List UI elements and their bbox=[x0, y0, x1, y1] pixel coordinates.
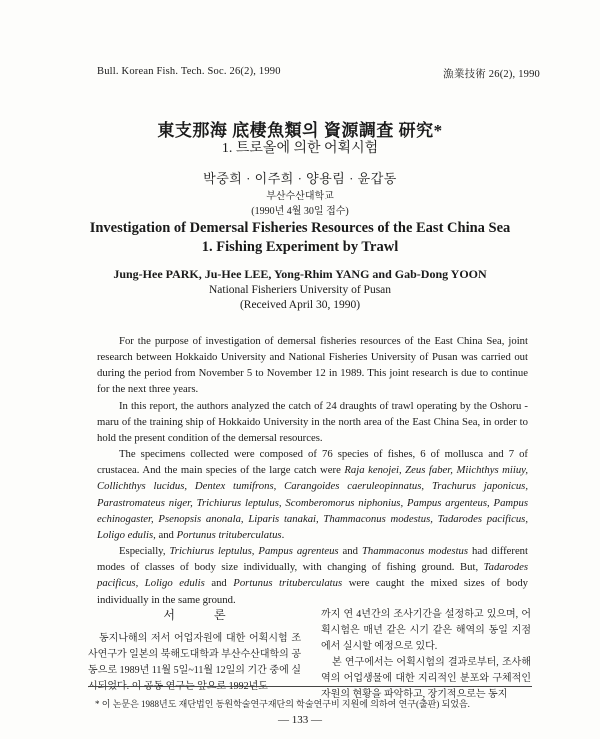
abstract-text: and bbox=[204, 577, 234, 590]
species-list: Raja kenojei, Zeus faber, Miichthys miiuy, Collichthys lucidus, Dentex tumifrons, Carangoides caeruleopinnatus, Trachurus japonicus, Parastromateus niger, Trichiurus leptulus, Scomberomorus niphonius, Pampus argenteus, Pampus echinogaster, Psenopsis anonala, Liparis tanakai, Thammaconus modestus, Tadarodes pacificus, Loligo edulis, bbox=[97, 464, 528, 541]
abstract-text: and bbox=[338, 545, 362, 558]
journal-citation: Bull. Korean Fish. Tech. Soc. 26(2), 1990 bbox=[97, 66, 281, 77]
page-number: — 133 — bbox=[278, 714, 322, 726]
species-name: Portunus trituberculatus bbox=[233, 577, 343, 590]
abstract-paragraph bbox=[97, 543, 528, 608]
intro-right-column bbox=[321, 607, 531, 703]
abstract-text: and bbox=[155, 528, 177, 541]
intro-paragraph: 까지 연 4년간의 조사기간을 설정하고 있으며, 어획시험은 매년 같은 시기 같은 해역의 동일 지점에서 실시할 예정으로 있다. bbox=[321, 609, 531, 652]
english-received-date: (Received April 30, 1990) bbox=[239, 299, 361, 311]
abstract-text: Especially, bbox=[119, 545, 170, 558]
english-title bbox=[0, 219, 600, 257]
korean-received-date: (1990년 4월 30일 접수) bbox=[251, 206, 349, 217]
abstract-paragraph: In this report, the authors analyzed the catch of 24 draughts of trawl operating by the Oshoru -maru of the training ship of Hokkaido University in the north area of the East China Sea, in order to hold the present condition of the demersal resources. bbox=[97, 399, 528, 444]
english-authors: Jung-Hee PARK, Ju-Hee LEE, Yong-Rhim YANG and Gab-Dong YOON bbox=[113, 267, 487, 281]
section-title-introduction: 서 론 bbox=[163, 608, 244, 622]
english-institution: National Fisheriers University of Pusan bbox=[208, 284, 392, 296]
intro-paragraph: 동지나해의 저서 어업자원에 대한 어획시험 조사연구가 일본의 북해도대학과 부산수산대학의 공동으로 1989년 11월 5일~11월 12일의 기간 중에 실시되었다. 이 공동 연구는 앞으로 1992년도 bbox=[88, 633, 301, 692]
korean-authors: 박중희 · 이주희 · 양용림 · 윤갑동 bbox=[203, 171, 397, 186]
abstract-paragraph: For the purpose of investigation of demersal fisheries resources of the East China Sea, joint research between Hokkaido University and National Fisheries University of Pusan was carried out during the period from November 5 to November 12 in 1989. This joint research is due to continue for the next three years. bbox=[97, 335, 528, 396]
english-title-line2: 1. Fishing Experiment by Trawl bbox=[201, 239, 399, 255]
species-name: Tadarodes pacificus, Loligo edulis bbox=[97, 561, 528, 590]
intro-paragraph: 본 연구에서는 어획시험의 결과로부터, 조사해역의 어업생물에 대한 지리적인 분포와 구체적인 자원의 현황을 파악하고, 장기적으로는 동지 bbox=[321, 657, 531, 700]
species-name: Thammaconus modestus bbox=[361, 545, 469, 558]
korean-title: 東支那海 底棲魚類의 資源調査 研究* bbox=[157, 121, 443, 140]
species-name: Portunus trituberculatus bbox=[176, 528, 282, 541]
intro-left-column bbox=[88, 607, 301, 695]
species-name: Trichiurus leptulus, Pampus agrenteus bbox=[169, 545, 339, 558]
footnote: * 이 논문은 1988년도 재단법인 동원학술연구재단의 학술연구비 지원에 의하여 연구(출판) 되었음. bbox=[95, 699, 470, 709]
journal-citation-korean: 漁業技術 26(2), 1990 bbox=[443, 69, 540, 80]
korean-subtitle: 1. 트로올에 의한 어획시험 bbox=[221, 141, 379, 156]
abstract-text: were caught the mixed sizes of body individually in the same ground. bbox=[97, 577, 529, 606]
abstract-paragraph bbox=[97, 446, 528, 543]
english-title-line1: Investigation of Demersal Fisheries Resources of the East China Sea bbox=[89, 220, 511, 236]
abstract-text: The specimens collected were composed of 76 species of fishes, 6 of mollusca and 7 of crustacea. And the main species of the large catch were bbox=[97, 448, 528, 477]
korean-institution: 부산수산대학교 bbox=[266, 191, 334, 202]
footnote-divider bbox=[88, 686, 532, 687]
abstract-text: had different modes of classes of body size individually, with changing of fishing ground. But, bbox=[97, 545, 528, 574]
abstract bbox=[97, 333, 528, 608]
abstract-text: . bbox=[281, 528, 285, 541]
